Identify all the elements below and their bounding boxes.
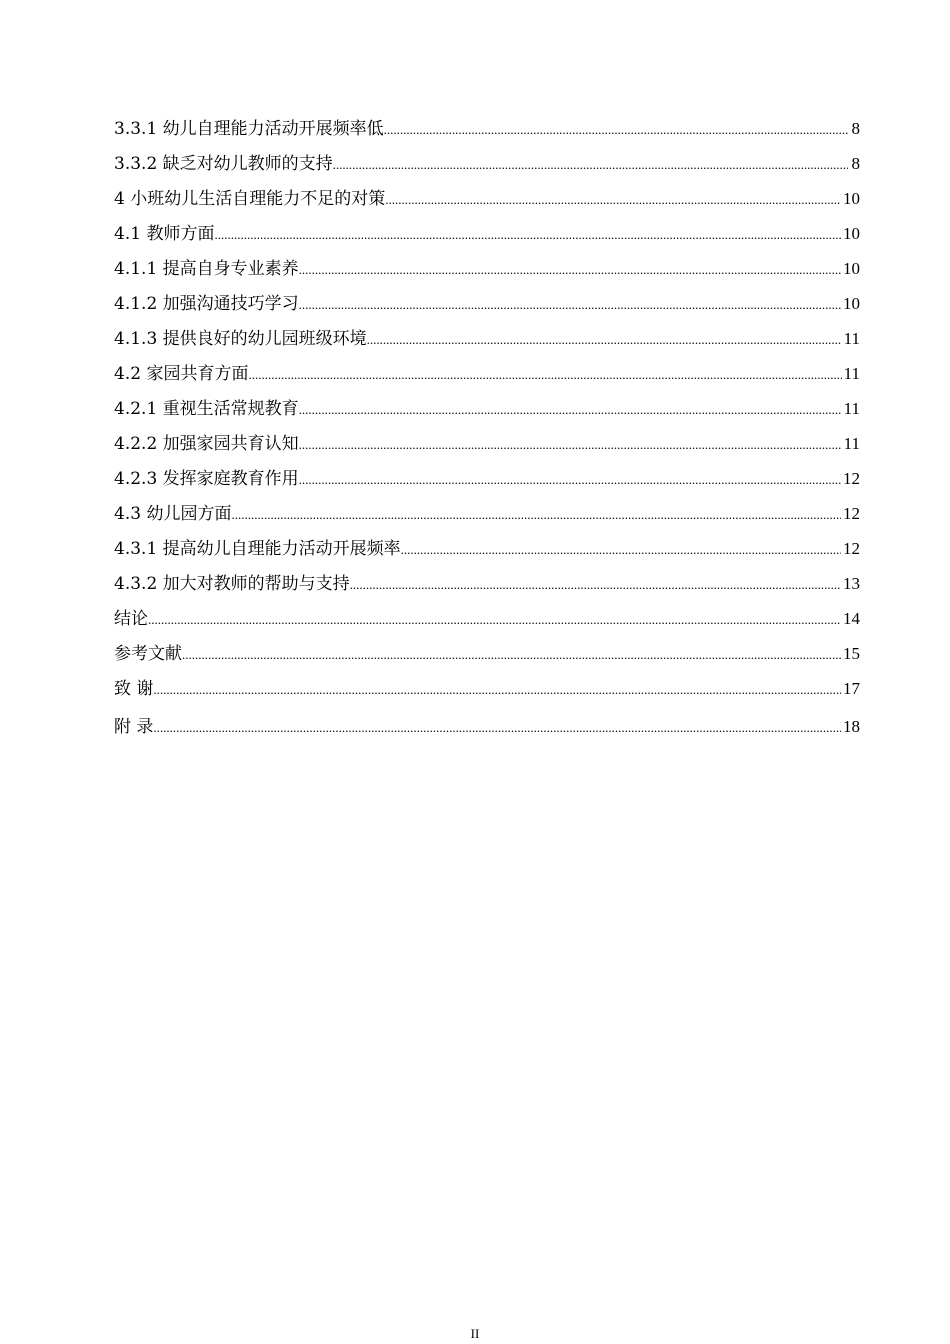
toc-entry-page: 8 [851,119,860,138]
toc-entry-page: 8 [851,154,860,173]
dot-leader [148,608,841,632]
toc-entry-4[interactable] [114,187,860,222]
toc-entry-page: 13 [843,574,860,593]
toc-entry-references[interactable] [114,642,860,677]
toc-entry-4-1-1[interactable] [114,257,860,292]
toc-entry-4-3-2[interactable] [114,572,860,607]
dot-leader [350,573,841,597]
dot-leader [385,188,841,212]
dot-leader [299,258,841,282]
dot-leader [367,328,842,352]
toc-entry-title: 3.3.1 幼儿自理能力活动开展频率低 [114,119,384,139]
dot-leader [401,538,841,562]
toc-entry-3-3-1[interactable] [114,117,860,152]
toc-entry-page: 11 [843,434,860,453]
toc-entry-title: 附 录 [114,717,154,737]
toc-entry-title: 结论 [114,609,148,629]
toc-entry-page: 11 [843,329,860,348]
toc-entry-conclusion[interactable] [114,607,860,642]
toc-entry-title: 4.3.1 提高幼儿自理能力活动开展频率 [114,539,401,559]
dot-leader [299,293,841,317]
dot-leader [384,118,848,142]
dot-leader [153,716,841,740]
toc-entry-page: 11 [843,399,860,418]
dot-leader [182,643,841,667]
toc-entry-title: 致 谢 [114,679,154,699]
toc-entry-4-1[interactable] [114,222,860,257]
dot-leader [248,363,841,387]
page-number: II [470,1326,480,1341]
toc-entry-3-3-2[interactable] [114,152,860,187]
toc-entry-4-2[interactable] [114,362,860,397]
toc-entry-title: 4.2.1 重视生活常规教育 [114,399,299,419]
toc-entry-4-1-2[interactable] [114,292,860,327]
toc-entry-4-1-3[interactable] [114,327,860,362]
toc-entry-title: 4.3.2 加大对教师的帮助与支持 [114,574,350,594]
toc-entry-title: 4 小班幼儿生活自理能力不足的对策 [114,189,386,209]
dot-leader [231,503,841,527]
toc-entry-title: 3.3.2 缺乏对幼儿教师的支持 [114,154,333,174]
toc-entry-page: 12 [843,539,860,558]
toc-entry-4-2-3[interactable] [114,467,860,502]
table-of-contents [114,117,860,750]
toc-entry-page: 10 [843,224,860,243]
dot-leader [299,398,842,422]
toc-entry-title: 参考文献 [114,644,182,664]
toc-entry-acknowledgements[interactable] [114,677,860,715]
toc-entry-title: 4.3 幼儿园方面 [114,504,232,524]
toc-entry-page: 12 [843,469,860,488]
toc-entry-appendix[interactable] [114,715,860,750]
toc-entry-title: 4.2 家园共育方面 [114,364,249,384]
dot-leader [153,678,841,702]
toc-entry-4-3[interactable] [114,502,860,537]
toc-entry-title: 4.1.2 加强沟通技巧学习 [114,294,299,314]
toc-entry-page: 15 [843,644,860,663]
toc-entry-page: 11 [843,364,860,383]
toc-entry-4-2-1[interactable] [114,397,860,432]
toc-entry-page: 14 [843,609,860,628]
toc-entry-4-3-1[interactable] [114,537,860,572]
toc-entry-title: 4.1 教师方面 [114,224,215,244]
toc-entry-page: 10 [843,189,860,208]
dot-leader [299,468,841,492]
toc-entry-title: 4.2.2 加强家园共育认知 [114,434,299,454]
toc-entry-page: 12 [843,504,860,523]
dot-leader [299,433,842,457]
toc-entry-4-2-2[interactable] [114,432,860,467]
toc-entry-page: 10 [843,294,860,313]
toc-entry-title: 4.1.3 提供良好的幼儿园班级环境 [114,329,367,349]
toc-entry-page: 10 [843,259,860,278]
toc-entry-page: 18 [843,717,860,736]
toc-entry-title: 4.1.1 提高自身专业素养 [114,259,299,279]
toc-entry-title: 4.2.3 发挥家庭教育作用 [114,469,299,489]
dot-leader [214,223,841,247]
dot-leader [333,153,848,177]
toc-entry-page: 17 [843,679,860,698]
